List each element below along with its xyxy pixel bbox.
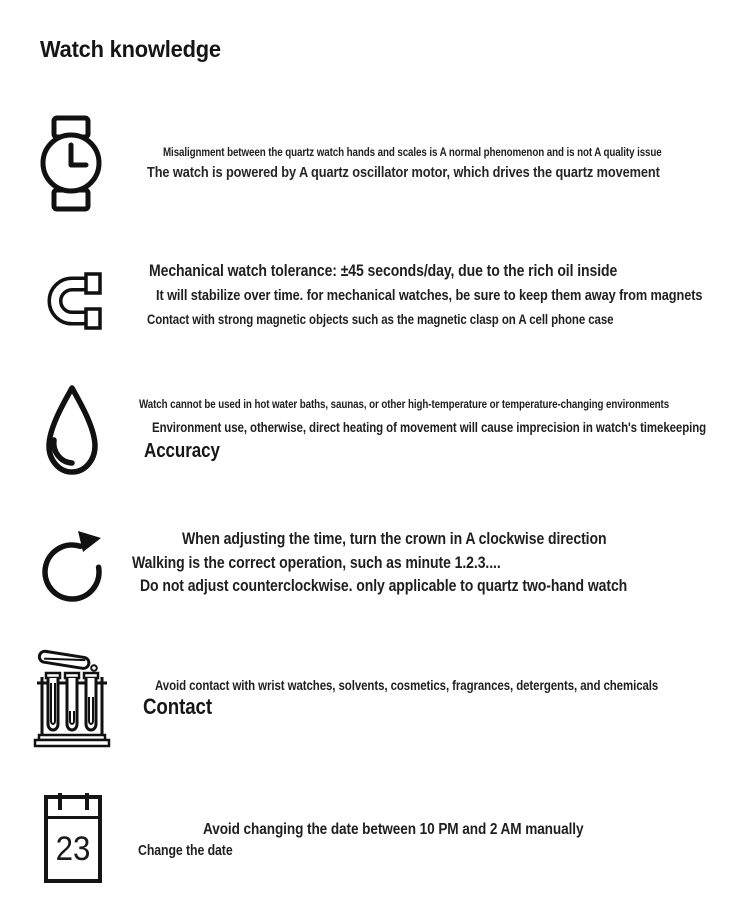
calendar-icon	[44, 795, 102, 883]
magnet-tolerance-text: Mechanical watch tolerance: ±45 seconds/day, due to the rich oil inside	[149, 262, 618, 280]
walking-operation-text: Walking is the correct operation, such as minute 1.2.3....	[132, 554, 501, 572]
magnet-stabilize-text: It will stabilize over time. for mechanical watches, be sure to keep them away from magnets	[156, 287, 703, 304]
magnet-contact-text: Contact with strong magnetic objects such as the magnetic clasp on A cell phone case	[147, 312, 614, 327]
contact-heading: Contact	[143, 694, 213, 719]
clockwise-rotation-icon	[42, 522, 106, 614]
crown-clockwise-text: When adjusting the time, turn the crown in A clockwise direction	[182, 530, 607, 548]
chemicals-warning-text: Avoid contact with wrist watches, solvents, cosmetics, fragrances, detergents, and chemicals	[155, 678, 659, 693]
calendar-day-number: 23	[55, 829, 91, 868]
quartz-main-text: The watch is powered by A quartz oscillator motor, which drives the quartz movement	[147, 164, 660, 181]
temperature-warning-text: Watch cannot be used in hot water baths, saunas, or other high-temperature or temperature-changing environments	[139, 399, 670, 411]
magnet-icon	[42, 270, 104, 332]
change-the-date-heading: Change the date	[138, 843, 233, 859]
test-tubes-icon	[33, 645, 111, 748]
counterclockwise-warning-text: Do not adjust counterclockwise. only applicable to quartz two-hand watch	[140, 577, 628, 595]
water-drop-icon	[40, 383, 104, 480]
quartz-note-text: Misalignment between the quartz watch hands and scales is A normal phenomenon and is not A quality issue	[163, 147, 662, 159]
page-title: Watch knowledge	[40, 36, 221, 62]
wristwatch-icon	[40, 115, 102, 212]
date-change-warning-text: Avoid changing the date between 10 PM and 2 AM manually	[203, 821, 584, 838]
accuracy-heading: Accuracy	[144, 440, 220, 462]
calendar-header-band	[48, 799, 98, 819]
temperature-detail-text: Environment use, otherwise, direct heating of movement will cause imprecision in watch's timekeeping	[152, 420, 707, 435]
